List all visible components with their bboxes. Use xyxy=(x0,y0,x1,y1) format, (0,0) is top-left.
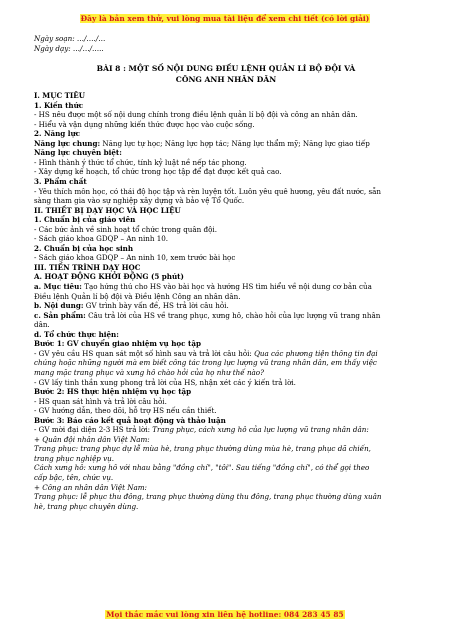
text-line: sàng tham gia vào sự nghiệp xây dựng và bảo vệ Tổ Quốc. xyxy=(34,196,245,206)
hotline-banner xyxy=(0,610,450,619)
text-line: - HS nêu được một số nội dung chính trong điều lệnh quản lí bộ đội và công an nhân dân. xyxy=(34,110,358,120)
text-line: - Các bức ảnh về sinh hoạt tổ chức trong quân đội. xyxy=(34,224,217,234)
question-text: mang mặc trang phục và xưng hô chào hỏi của họ như thế nào? xyxy=(34,367,264,377)
subheading-competence: 2. Năng lực xyxy=(34,129,81,139)
step-3-heading: Bước 3: Báo cáo kết quả hoạt động và thảo luận xyxy=(34,415,226,425)
text-line: - Hiểu và vận dụng những kiến thức được học vào cuộc sống. xyxy=(34,119,255,129)
text-inline: - GV mời đại diện 2-3 HS trả lời: xyxy=(34,425,153,435)
lesson-title-line1: BÀI 8 : MỘT SỐ NỘI DUNG ĐIỀU LỆNH QUẢN LÍ BỘ ĐỘI VÀ xyxy=(96,64,356,74)
question-text: Qua các phương tiện thông tin đại xyxy=(254,348,378,358)
answer-text: + Quân đội nhân dân Việt Nam: xyxy=(34,434,150,444)
answer-text: Cách xưng hô: xưng hô với nhau bằng "đồng chí", "tôi". Sau tiếng "đồng chí", có thể gọi theo xyxy=(34,463,370,473)
label-objective: a. Mục tiêu: xyxy=(34,282,82,292)
label-general-competence: Năng lực chung: xyxy=(34,138,101,148)
text-inline: Câu trả lời của HS về trang phục, xưng hô, chào hỏi của lực lượng vũ trang nhân xyxy=(85,310,381,320)
text-line xyxy=(34,139,418,149)
answer-text: hè, trang phục chuyên dùng. xyxy=(34,501,139,511)
text-line xyxy=(34,425,418,435)
text-line xyxy=(34,282,418,292)
text-line xyxy=(34,311,418,321)
text-line xyxy=(34,349,418,359)
text-line: dân. xyxy=(34,320,50,330)
subheading-qualities: 3. Phẩm chất xyxy=(34,177,87,187)
step-1-heading: Bước 1: GV chuyển giao nhiệm vụ học tập xyxy=(34,339,201,349)
preview-banner-text: Đây là bản xem thử, vui lòng mua tài liệu để xem chi tiết (có lời giải) xyxy=(80,14,370,23)
label-content: b. Nội dung: xyxy=(34,301,84,311)
document-body xyxy=(34,34,418,511)
subheading-knowledge: 1. Kiến thức xyxy=(34,100,84,110)
text-line: - Hình thành ý thức tổ chức, tính kỷ luật nề nếp tác phong. xyxy=(34,157,247,167)
answer-text: cấp bậc, tên, chức vụ. xyxy=(34,472,114,482)
section-heading-equipment: II. THIẾT BỊ DẠY HỌC VÀ HỌC LIỆU xyxy=(34,205,181,215)
answer-text: trang phục nghiệp vụ. xyxy=(34,453,115,463)
text-line: - Yêu thích môn học, có thái độ học tập và rèn luyện tốt. Luôn yêu quê hương, yêu đất nước, sẵn xyxy=(34,186,381,196)
answer-text: Trang phục: lễ phục thu đông, trang phục thường dùng thu đông, trang phục thường dùng xuân xyxy=(34,492,382,502)
date-prepared: Ngày soạn: …/…./… xyxy=(34,34,106,43)
preview-banner xyxy=(0,14,450,23)
section-heading-objectives: I. MỤC TIÊU xyxy=(34,91,85,101)
label-product: c. Sản phẩm: xyxy=(34,310,86,320)
text-line: Điều lệnh Quản lí bộ đội và Điều lệnh Công an nhân dân. xyxy=(34,291,241,301)
hotline-banner-text: Mọi thắc mắc vui lòng xin liên hệ hotline: 084 283 45 85 xyxy=(106,610,344,619)
text-line: - GV hướng dẫn, theo dõi, hỗ trợ HS nếu cần thiết. xyxy=(34,406,217,416)
answer-text: Trang phục, cách xưng hô của lực lượng vũ trang nhân dân: xyxy=(152,425,369,435)
section-heading-process: III. TIẾN TRÌNH DẠY HỌC xyxy=(34,262,141,272)
answer-text: + Công an nhân dân Việt Nam: xyxy=(34,482,147,492)
answer-text: Trang phục: trang phục dự lễ mùa hè, trang phục thường dùng mùa hè, trang phục dã chiến, xyxy=(34,444,371,454)
text-inline: Tạo hứng thú cho HS vào bài học và hướng HS tìm hiểu về nội dung cơ bản của xyxy=(81,282,372,292)
subheading-student-prep: 2. Chuẩn bị của học sinh xyxy=(34,243,134,253)
text-inline: - GV yêu cầu HS quan sát một số hình sau và trả lời câu hỏi: xyxy=(34,348,255,358)
text-line: - HS quan sát hình và trả lời câu hỏi. xyxy=(34,396,167,406)
subheading-teacher-prep: 1. Chuẩn bị của giáo viên xyxy=(34,215,136,225)
question-text: chúng hoặc những người mà em biết công tác trong lực lượng vũ trang nhân dân, em thấy việc xyxy=(34,358,377,368)
step-2-heading: Bước 2: HS thực hiện nhiệm vụ học tập xyxy=(34,387,192,397)
text-line: - Sách giáo khoa GDQP – An ninh 10. xyxy=(34,234,169,244)
text-line xyxy=(34,301,418,311)
date-taught: Ngày dạy: …/…/….. xyxy=(34,43,104,53)
label-specific-competence: Năng lực chuyên biệt: xyxy=(34,148,122,158)
text-line: - Sách giáo khoa GDQP – An ninh 10, xem trước bài học xyxy=(34,253,236,263)
text-line: - GV lấy tinh thần xung phong trả lời của HS, nhận xét các ý kiến trả lời. xyxy=(34,377,296,387)
subheading-warmup: A. HOẠT ĐỘNG KHỞI ĐỘNG (5 phút) xyxy=(34,272,184,282)
text-inline: Năng lực tự học; Năng lực hợp tác; Năng lực thẩm mỹ; Năng lực giao tiếp xyxy=(100,138,370,148)
text-inline: GV trình bày vấn đề, HS trả lời câu hỏi. xyxy=(83,301,229,311)
lesson-title-line2: CÔNG ANH NHÂN DÂN xyxy=(175,75,277,85)
label-organization: d. Tổ chức thực hiện: xyxy=(34,329,119,339)
text-line: - Xây dựng kế hoạch, tổ chức trong học tập để đạt được kết quả cao. xyxy=(34,167,282,177)
